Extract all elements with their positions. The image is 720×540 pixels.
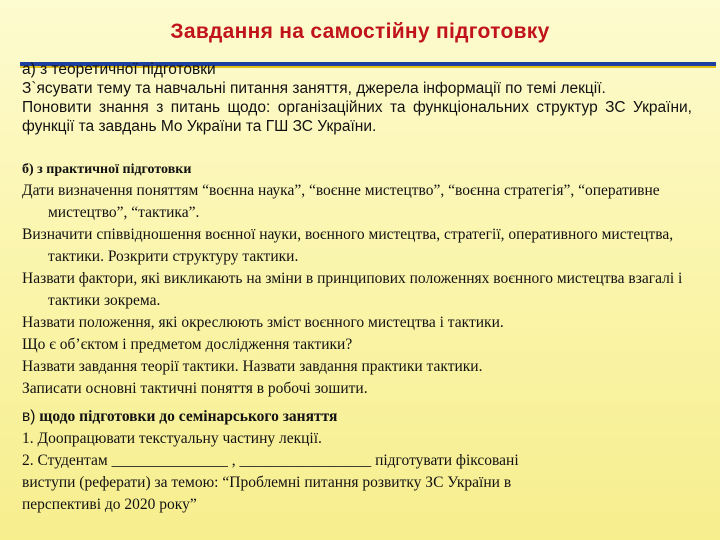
section-c-heading-text: щодо підготовки до семінарського заняття xyxy=(35,408,338,425)
section-seminar xyxy=(22,406,702,516)
page-title: Завдання на самостійну підготовку xyxy=(170,20,550,43)
section-c-heading xyxy=(22,406,702,428)
section-a-paragraph: Поновити знання з питань щодо: організаційних та функціональних структур ЗС України, функції та завдань Мо України та ГШ ЗС України. xyxy=(22,99,692,135)
list-item: Що є об’єктом і предметом дослідження тактики? xyxy=(22,336,353,353)
list-item: Назвати фактори, які викликають на зміни в принципових положеннях воєнного мистецтва взагалі і тактики зокрема. xyxy=(22,270,683,309)
seminar-line: виступи (реферати) за темою: “Проблемні питання розвитку ЗС України в xyxy=(22,474,512,491)
section-c-letter: в) xyxy=(22,408,36,425)
seminar-line: перспективі до 2020 року” xyxy=(22,496,197,513)
list-item: Записати основні тактичні поняття в робочі зошити. xyxy=(22,380,368,397)
section-b-heading: б) з практичної підготовки xyxy=(22,162,192,177)
list-item: Назвати завдання теорії тактики. Назвати завдання практики тактики. xyxy=(22,358,483,375)
section-practical xyxy=(22,162,702,400)
list-item: Дати визначення поняттям “воєнна наука”, “воєнне мистецтво”, “воєнна стратегія”, “оперативне мистецтво”, “тактика”. xyxy=(22,182,660,221)
section-a-heading: а) з теоретичної підготовки xyxy=(22,61,216,78)
section-a-paragraph: З`ясувати тему та навчальні питання заняття, джерела інформації по темі лекції. xyxy=(22,80,606,97)
list-item: Визначити співвідношення воєнної науки, воєнного мистецтва, стратегії, оперативного мистецтва, тактики. Розкрити структуру тактики. xyxy=(22,226,674,265)
section-theoretical xyxy=(22,60,692,136)
list-item: Назвати положення, які окреслюють зміст воєнного мистецтва і тактики. xyxy=(22,314,504,331)
seminar-line: 2. Студентам _______________ , _________________ підготувати фіксовані xyxy=(22,452,519,469)
seminar-line: 1. Доопрацювати текстуальну частину лекції. xyxy=(22,430,322,447)
